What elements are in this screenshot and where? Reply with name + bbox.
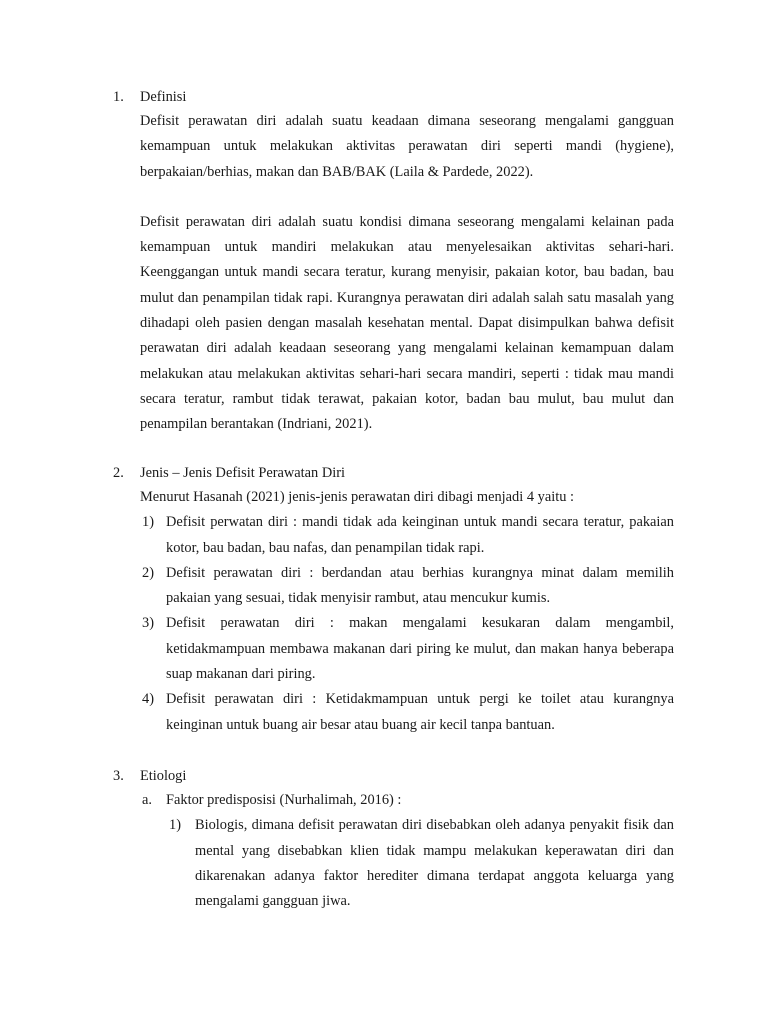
list-item: [142, 687, 674, 738]
section-number: 1.: [113, 89, 124, 105]
section-jenis: [113, 463, 674, 738]
list-item: [142, 561, 674, 612]
section-heading: [113, 87, 674, 107]
section-heading: [113, 766, 674, 786]
alpha-list-item: [142, 788, 674, 813]
list-item: [142, 510, 674, 561]
list-item-number: 1): [142, 514, 154, 531]
section-intro: Menurut Hasanah (2021) jenis-jenis perawatan diri dibagi menjadi 4 yaitu :: [140, 489, 574, 505]
list-item-text: Defisit perwatan diri : mandi tidak ada keinginan untuk mandi secara teratur, pakaian kotor, bau badan, bau nafas, dan penampilan tidak rapi.: [166, 514, 674, 556]
list-item-text: Defisit perawatan diri : Ketidakmampuan untuk pergi ke toilet atau kurangnya keinginan untuk buang air besar atau buang air kecil tanpa bantuan.: [166, 691, 674, 733]
list-item: [169, 813, 674, 914]
section-number: 2.: [113, 465, 124, 481]
list-item: [142, 611, 674, 687]
list-item-text: Defisit perawatan diri : berdandan atau berhias kurangnya minat dalam memilih pakaian yang sesuai, tidak menyisir rambut, atau mencukur kumis.: [166, 564, 674, 607]
section-heading: [113, 463, 674, 483]
section-etiologi: [113, 766, 674, 914]
list-item-number: 1): [169, 817, 181, 834]
section-number: 3.: [113, 768, 124, 784]
list-item-number: 3): [142, 615, 154, 632]
section-title: Etiologi: [140, 768, 187, 784]
list-item-number: 4): [142, 691, 154, 708]
nested-list: [169, 813, 674, 914]
section-title: Definisi: [140, 89, 187, 105]
numbered-list: [142, 510, 674, 738]
list-item-number: 2): [142, 564, 154, 581]
section-definisi: [113, 87, 674, 438]
paragraph: Defisit perawatan diri adalah suatu keadaan dimana seseorang mengalami gangguan kemampuan untuk melakukan aktivitas perawatan diri seperti mandi (hygiene), berpakaian/berhias, makan dan BAB/BAK (Laila & Pardede, 2022).: [140, 113, 674, 180]
list-item-text: Defisit perawatan diri : makan mengalami kesukaran dalam mengambil, ketidakmampuan membawa makanan dari piring ke mulut, dan makan hanya beberapa suap makanan dari piring.: [166, 615, 674, 683]
list-item-text: Biologis, dimana defisit perawatan diri disebabkan oleh adanya penyakit fisik dan mental yang disebabkan klien tidak mampu melakukan keperawatan diri dan dikarenakan adanya faktor herediter dimana terdapat anggota keluarga yang mengalami gangguan jiwa.: [195, 817, 674, 910]
alpha-item-letter: a.: [142, 792, 152, 808]
paragraph: Defisit perawatan diri adalah suatu kondisi dimana seseorang mengalami kelainan pada kemampuan untuk mandiri melakukan atau menyelesaikan aktivitas sehari-hari. Keenggangan untuk mandi secara teratur, kurang menyisir, pakaian kotor, bau badan, bau mulut dan penampilan tidak rapi. Kurangnya perawatan diri adalah salah satu masalah yang dihadapi oleh pasien dengan masalah kesehatan mental. Dapat disimpulkan bahwa defisit perawatan diri adalah keadaan seseorang yang mengalami kelainan kemampuan dalam melakukan atau melakukan aktivitas sehari-hari secara mandiri, seperti : tidak mau mandi secara teratur, rambut tidak terawat, pakaian kotor, badan bau mulut, bau mulut dan penampilan berantakan (Indriani, 2021).: [140, 213, 674, 433]
alpha-item-text: Faktor predisposisi (Nurhalimah, 2016) :: [166, 792, 402, 808]
section-title: Jenis – Jenis Defisit Perawatan Diri: [140, 465, 346, 481]
